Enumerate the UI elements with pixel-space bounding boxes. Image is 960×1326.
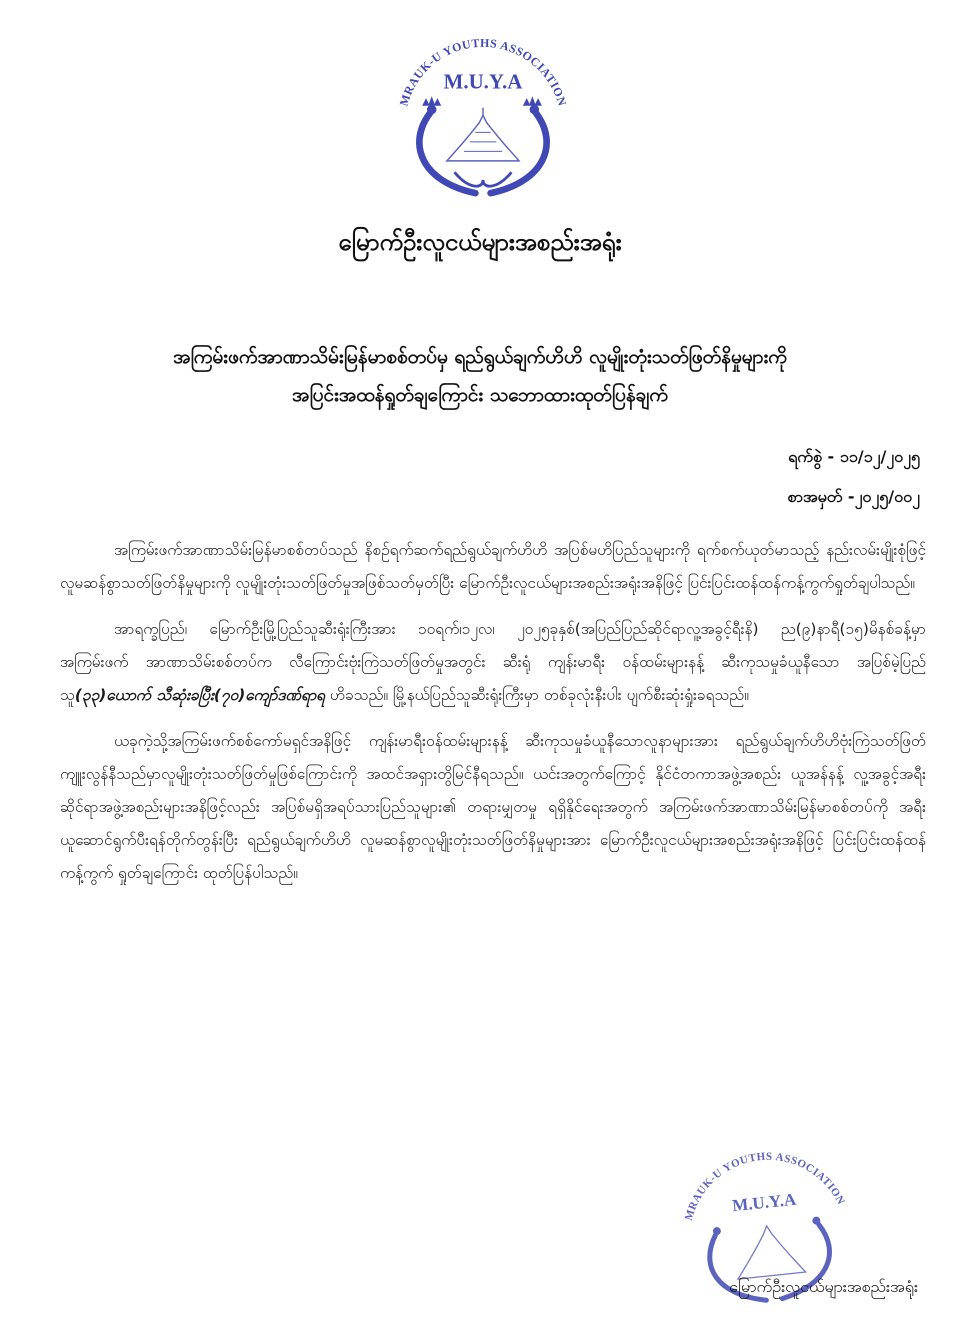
statement-heading: [60, 338, 900, 414]
muya-logo: [388, 8, 578, 213]
heading-line-1: အကြမ်းဖက်အာဏာသိမ်းမြန်မာစစ်တပ်မှ ရည်ရွယ်ချက်ဟိဟိ လူမျိုးတုံးသတ်ဖြတ်နိမှုများကို: [173, 346, 787, 368]
paragraph-2-part-1: အာရက္ခပြည်၊ မြောက်ဦးမြို့ပြည်သူဆီးရုံးကြီးအား ၁၀ရက်၊၁၂လ၊ ၂၀၂၅ခုနှစ်(အပြည်ပြည်ဆိုင်ရာလူ့အခွင့်ရီးနိ) ည(၉)နာရီ(၁၅)မိနစ်ခန့်မှာ အကြမ်းဖက် အာဏာသိမ်းစစ်တပ်က လီကြောင်းဗုံးကြဲသတ်ဖြတ်မှုအတွင်း ဆီးရုံ ကျန်းမာရီး ဝန်ထမ်းများနန့် ဆီးကုသမှုခံယူနီသော အပြစ်မဲ့ပြည်သူ: [60, 620, 926, 704]
organization-title: မြောက်ဦးလူငယ်များအစည်းအရုံး: [338, 228, 622, 256]
signature-organization: မြောက်ဦးလူငယ်များအစည်းအရုံး: [729, 1277, 918, 1296]
stamp-arc-text: MRAUK-U YOUTHS ASSOCIATION: [682, 1150, 848, 1222]
stamp-abbr: M.U.Y.A: [731, 1189, 798, 1216]
statement-date: ရက်စွဲ - ၁၁/၁၂/၂၀၂၅: [788, 447, 920, 466]
logo-arc-text: MRAUK-U YOUTHS ASSOCIATION: [396, 35, 570, 108]
muya-emblem-icon: [388, 8, 578, 213]
casualty-figures: (၃၃)ယောက် သီဆုံးခပြီး(၇၀)ကျော်ဒဏ်ရာရ: [74, 686, 326, 704]
paragraph-3: ယခုကဲ့သို့အကြမ်းဖက်စစ်ကော်မရှင်အနိဖြင့် ကျန်းမာရီးဝန်ထမ်းများနန့် ဆီးကုသမှုခံယူနီသောလူနာများအား ရည်ရွယ်ချက်ဟိဟိဗုံးကြဲသတ်ဖြတ်ကျူးလွန်နီသည်မှာလူမျိုးတုံးသတ်ဖြတ်မှုဖြစ်ကြောင်းကို အထင်အရှားတွိမြင်နီရသည်။ ယင်းအတွက်ကြောင့် နိုင်ငံတကာအဖွဲ့အစည်း ယူအန်နန့် လူ့အခွင့်အရီးဆိုင်ရာအဖွဲ့အစည်းများအနိဖြင့်လည်း အပြစ်မရှိအရပ်သားပြည်သူများ၏ တရားမျှတမှု ရရှိနိုင်ရေးအတွက် အကြမ်းဖက်အာဏာသိမ်းမြန်မာစစ်တပ်ကို အရီးယူဆောင်ရွက်ပီးရန်တိုက်တွန်းပြီး ရည်ရွယ်ချက်ဟိဟိ လူမဆန်စွာလူမျိုးတုံးသတ်ဖြတ်နိမှုများအား မြောက်ဦးလူငယ်များအစည်းအရုံးအနိဖြင့် ပြင်းပြင်းထန်ထန်ကန့်ကွက် ရှုတ်ချကြောင်း ထုတ်ပြန်ပါသည်။: [60, 732, 926, 882]
statement-body: [60, 534, 926, 903]
paragraph-1: အကြမ်းဖက်အာဏာသိမ်းမြန်မာစစ်တပ်သည် နိစဉ်ရက်ဆက်ရည်ရွယ်ချက်ဟိဟိ အပြစ်မဟိပြည်သူများကို ရက်စက်ယုတ်မာသည့် နည်းလမ်းမျိုးစုံဖြင့်လူမဆန်စွာသတ်ဖြတ်နိမှုများကို လူမျိုးတုံးသတ်ဖြတ်မှုအဖြစ်သတ်မှတ်ပြီး မြောက်ဦးလူငယ်များအစည်းအရုံးအနိဖြင့် ပြင်းပြင်းထန်ထန်ကန့်ကွက်ရှုတ်ချပါသည်။: [60, 541, 926, 592]
paragraph-2-part-2: ဟိခသည်။ မြို့နယ်ပြည်သူဆီးရုံးကြီးမှာ တစ်ခုလုံးနီးပါး ပျက်စီးဆုံးရှုံးခရသည်။: [325, 686, 749, 704]
logo-abbr: M.U.Y.A: [443, 69, 523, 94]
paragraph-2: [60, 613, 926, 712]
heading-line-2: အပြင်းအထန်ရှုတ်ချကြောင်း သဘောထားထုတ်ပြန်ချက်: [292, 384, 668, 406]
reference-number: စာအမှတ် -၂၀၂၅/၀၀၂: [787, 487, 920, 506]
